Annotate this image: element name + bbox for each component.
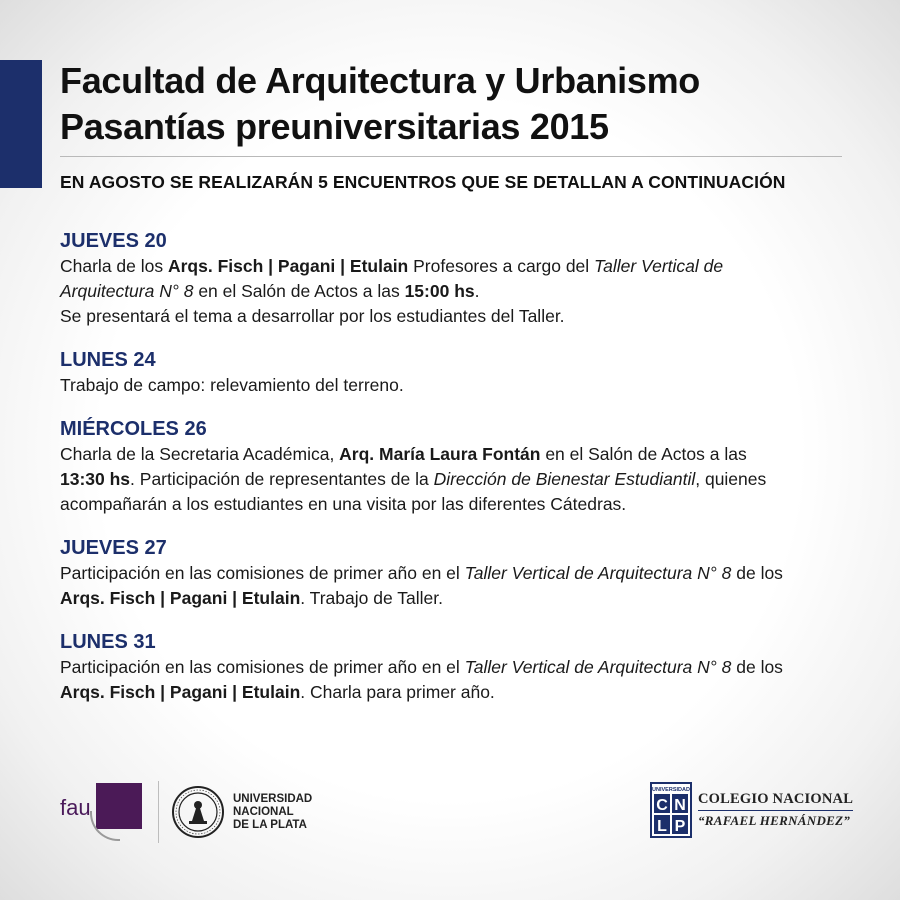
text-run: . Trabajo de Taller.: [300, 588, 443, 608]
event-item: [60, 535, 850, 611]
text-run: acompañarán a los estudiantes en una visita por las diferentes Cátedras.: [60, 494, 627, 514]
text-run: Participación en las comisiones de primer año en el: [60, 657, 465, 677]
text-run: Arqs. Fisch | Pagani | Etulain: [60, 588, 301, 608]
event-line: [60, 254, 850, 279]
text-run: 13:30 hs: [60, 469, 131, 489]
text-run: . Charla para primer año.: [300, 682, 495, 702]
event-line: [60, 561, 850, 586]
cnlp-letter-c: C: [656, 797, 668, 814]
fau-logo-text: fau: [60, 795, 91, 820]
title-divider: [60, 156, 842, 157]
unlp-line-2: NACIONAL: [233, 805, 294, 818]
event-item: [60, 629, 850, 705]
event-item: [60, 228, 850, 329]
page-title: [60, 58, 700, 150]
text-run: Taller Vertical de Arquitectura N° 8: [464, 657, 732, 677]
text-run: en el Salón de Actos a las: [540, 444, 747, 464]
event-date: JUEVES 27: [60, 537, 167, 559]
text-run: Charla de los: [60, 256, 168, 276]
page-subtitle: EN AGOSTO SE REALIZARÁN 5 ENCUENTROS QUE SE DETALLAN A CONTINUACIÓN: [60, 172, 786, 192]
footer-left-logos: [60, 780, 312, 844]
event-description: [60, 373, 850, 398]
text-run: . Participación de representantes de la: [130, 469, 434, 489]
event-line: [60, 492, 850, 517]
event-line: [60, 279, 850, 304]
text-run: de los: [731, 563, 783, 583]
text-run: Profesores a cargo del: [408, 256, 595, 276]
text-run: Taller Vertical de: [594, 256, 724, 276]
unlp-name: [233, 793, 312, 832]
text-run: Charla de la Secretaria Académica,: [60, 444, 340, 464]
text-run: Se presentará el tema a desarrollar por los estudiantes del Taller.: [60, 306, 565, 326]
text-run: Trabajo de campo: relevamiento del terreno.: [60, 375, 404, 395]
cnlp-letter-n: N: [674, 797, 686, 814]
event-description: [60, 561, 850, 611]
event-description: [60, 254, 850, 329]
text-run: Arquitectura N° 8: [60, 281, 194, 301]
event-date: LUNES 31: [60, 631, 156, 653]
event-line: [60, 680, 850, 705]
event-line: [60, 442, 850, 467]
event-item: [60, 416, 850, 517]
fau-logo: [60, 783, 142, 841]
text-run: .: [474, 281, 480, 301]
title-line-2: Pasantías preuniversitarias 2015: [60, 106, 609, 147]
cnlp-letter-l: L: [657, 818, 667, 835]
event-line: [60, 373, 850, 398]
text-run: de los: [731, 657, 783, 677]
event-item: [60, 347, 850, 398]
footer-right-logo: [650, 782, 853, 838]
event-date: JUEVES 20: [60, 230, 167, 252]
accent-side-bar: [0, 60, 42, 188]
text-run: Dirección de Bienestar Estudiantil: [433, 469, 696, 489]
title-line-1: Facultad de Arquitectura y Urbanismo: [60, 60, 700, 101]
text-run: Participación en las comisiones de primer año en el: [60, 563, 465, 583]
text-run: Taller Vertical de Arquitectura N° 8: [464, 563, 732, 583]
event-line: [60, 586, 850, 611]
text-run: Arqs. Fisch | Pagani | Etulain: [60, 682, 301, 702]
event-date: LUNES 24: [60, 349, 156, 371]
fau-logo-curve: [90, 811, 120, 841]
logo-divider: [158, 781, 159, 843]
event-date: MIÉRCOLES 26: [60, 418, 207, 440]
text-run: , quienes: [695, 469, 767, 489]
events-list: [60, 228, 850, 723]
university-seal-icon: [171, 785, 225, 839]
colegio-name: [698, 791, 853, 829]
text-run: en el Salón de Actos a las: [193, 281, 405, 301]
unlp-line-1: UNIVERSIDAD: [233, 792, 313, 805]
colegio-line-2: “RAFAEL HERNÁNDEZ”: [698, 813, 851, 828]
text-run: 15:00 hs: [404, 281, 475, 301]
cnlp-badge-icon: [650, 782, 692, 838]
unlp-line-3: DE LA PLATA: [233, 818, 307, 831]
cnlp-badge-top-text: UNIVERSIDAD: [652, 787, 690, 793]
event-description: [60, 655, 850, 705]
event-description: [60, 442, 850, 517]
event-line: [60, 655, 850, 680]
colegio-line-1: COLEGIO NACIONAL: [698, 791, 853, 811]
text-run: Arqs. Fisch | Pagani | Etulain: [167, 256, 409, 276]
event-line: [60, 467, 850, 492]
cnlp-letter-p: P: [674, 818, 686, 835]
text-run: Arq. María Laura Fontán: [339, 444, 541, 464]
event-line: [60, 304, 850, 329]
